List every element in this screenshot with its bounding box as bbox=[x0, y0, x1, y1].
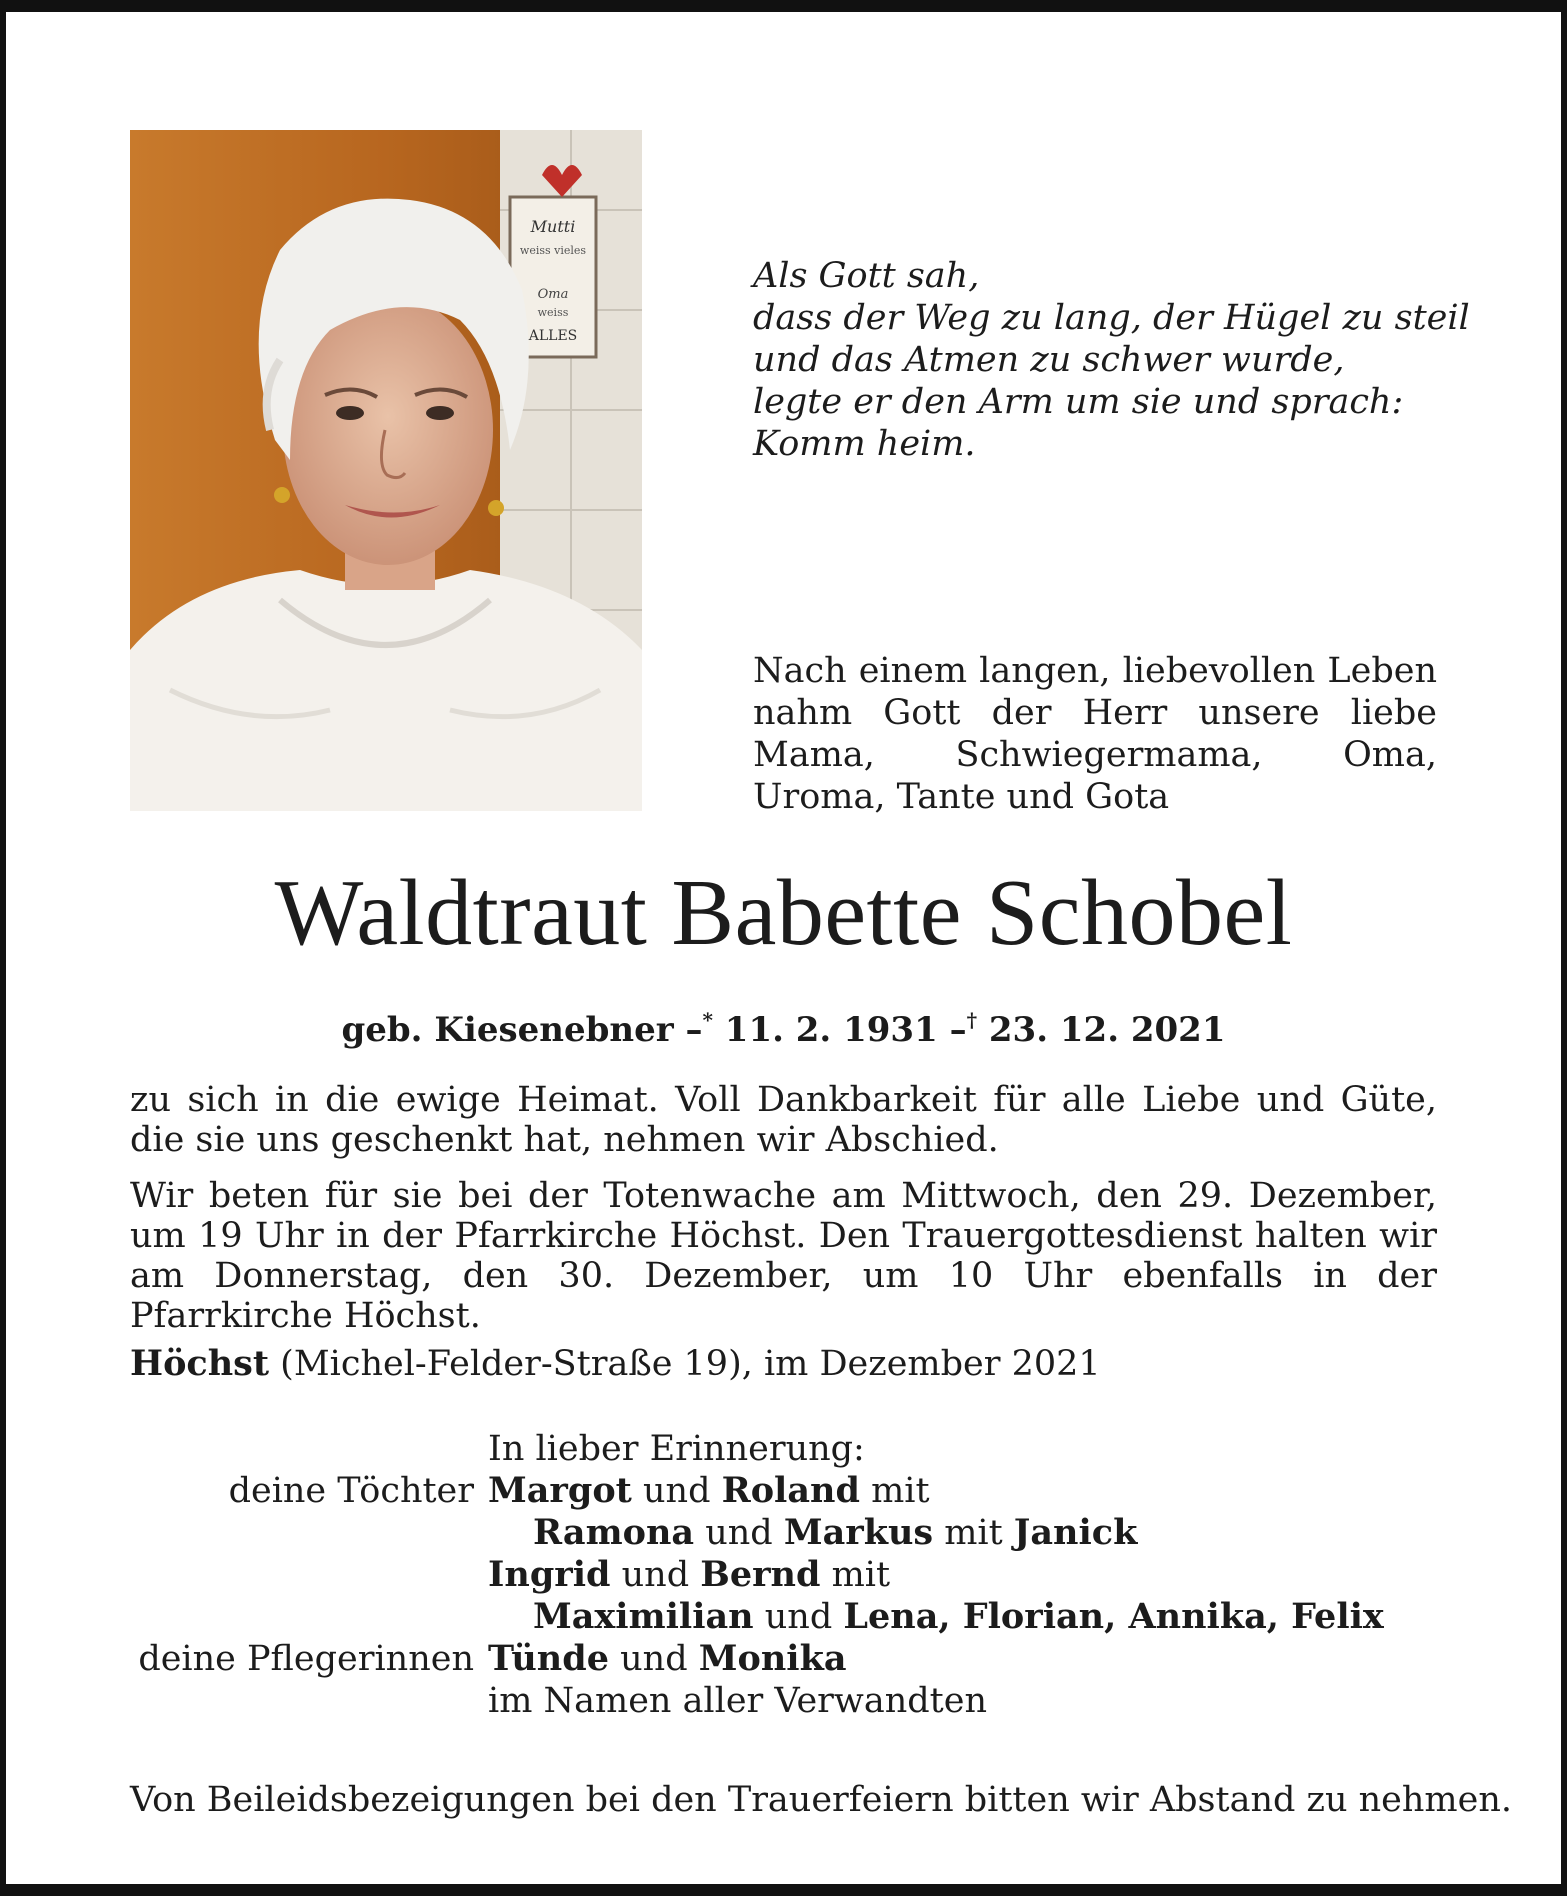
family-names bbox=[488, 1554, 890, 1596]
death-date: 23. 12. 2021 bbox=[988, 1010, 1226, 1050]
family-row bbox=[0, 1428, 1567, 1470]
family-row bbox=[0, 1638, 1567, 1680]
family-row bbox=[0, 1512, 1567, 1554]
family-header: In lieber Erinnerung: bbox=[488, 1429, 865, 1469]
sign-line: weiss bbox=[537, 306, 569, 319]
sign-line: weiss vieles bbox=[519, 244, 587, 257]
sign-line: ALLES bbox=[528, 328, 578, 344]
paragraph-services: Wir beten für sie bei der Totenwache am Mittwoch, den 29. Dezember, um 19 Uhr in der Pfarrkirche Höchst. Den Trauergottesdienst halten wir am Donnerstag, den 30. Dezember, um 10 Uhr ebenfalls in der Pfarrkirche Höchst. bbox=[130, 1176, 1437, 1336]
poem-line: legte er den Arm um sie und sprach: bbox=[753, 382, 1404, 422]
closing-note: Von Beileidsbezeigungen bei den Trauerfeiern bitten wir Abstand zu nehmen. bbox=[130, 1780, 1512, 1820]
family-joiner: mit bbox=[859, 1471, 930, 1511]
family-row bbox=[0, 1554, 1567, 1596]
family-name: Ingrid bbox=[488, 1554, 611, 1595]
poem-line: Komm heim. bbox=[753, 424, 976, 464]
family-joiner: mit bbox=[933, 1513, 1014, 1553]
family-name: Janick bbox=[1013, 1512, 1138, 1553]
family-name: Tünde bbox=[488, 1638, 609, 1679]
family-joiner: und bbox=[694, 1513, 784, 1553]
family-names bbox=[488, 1470, 930, 1512]
place-address: (Michel-Felder-Straße 19), im Dezember 2021 bbox=[269, 1344, 1101, 1384]
family-names bbox=[533, 1512, 1137, 1554]
family-name: Bernd bbox=[700, 1554, 821, 1595]
death-symbol: † bbox=[966, 1008, 978, 1032]
deceased-name: Waldtraut Babette Schobel bbox=[274, 861, 1293, 965]
sign-line: Oma bbox=[537, 287, 569, 302]
family-joiner: und bbox=[610, 1555, 701, 1595]
sign-line: Mutti bbox=[530, 217, 576, 236]
family-joiner: und bbox=[631, 1471, 722, 1511]
portrait-photo bbox=[130, 130, 642, 811]
birth-symbol: * bbox=[702, 1008, 713, 1032]
poem-line: und das Atmen zu schwer wurde, bbox=[753, 340, 1345, 380]
family-name: Margot bbox=[488, 1470, 632, 1511]
family-joiner: mit bbox=[820, 1555, 891, 1595]
family-names bbox=[488, 1638, 847, 1680]
place-and-date bbox=[130, 1344, 1101, 1384]
poem bbox=[753, 255, 1473, 465]
birth-date: 11. 2. 1931 bbox=[724, 1010, 938, 1050]
family-joiner: und bbox=[753, 1597, 844, 1637]
family-name: Maximilian bbox=[533, 1596, 754, 1637]
portrait-illustration bbox=[130, 130, 642, 811]
daughters-label: deine Töchter bbox=[228, 1471, 474, 1511]
family-name: Roland bbox=[721, 1470, 860, 1511]
family-footer: im Namen aller Verwandten bbox=[488, 1681, 987, 1721]
family-row bbox=[0, 1680, 1567, 1722]
carers-label: deine Pflegerinnen bbox=[138, 1639, 474, 1679]
family-name: Lena, Florian, Annika, Felix bbox=[843, 1596, 1384, 1637]
birth-name: geb. Kiesenebner bbox=[341, 1010, 674, 1050]
family-name: Monika bbox=[698, 1638, 847, 1679]
poem-line: dass der Weg zu lang, der Hügel zu steil bbox=[753, 298, 1470, 338]
intro-text: Nach einem langen, liebevollen Leben nahm Gott der Herr unsere liebe Mama, Schwiegermama, Oma, Uroma, Tante und Gota bbox=[753, 651, 1437, 817]
family-row bbox=[0, 1470, 1567, 1512]
family-names bbox=[533, 1596, 1384, 1638]
separator: – bbox=[685, 1010, 703, 1050]
family-joiner: und bbox=[608, 1639, 699, 1679]
family-name: Markus bbox=[783, 1512, 934, 1553]
family-row bbox=[0, 1596, 1567, 1638]
paragraph-farewell: zu sich in die ewige Heimat. Voll Dankbarkeit für alle Liebe und Güte, die sie uns geschenkt hat, nehmen wir Abschied. bbox=[130, 1080, 1437, 1160]
separator: – bbox=[949, 1010, 967, 1050]
place-town: Höchst bbox=[130, 1343, 270, 1384]
poem-line: Als Gott sah, bbox=[753, 256, 980, 296]
family-name: Ramona bbox=[533, 1512, 695, 1553]
birth-death-line bbox=[0, 998, 1567, 1052]
